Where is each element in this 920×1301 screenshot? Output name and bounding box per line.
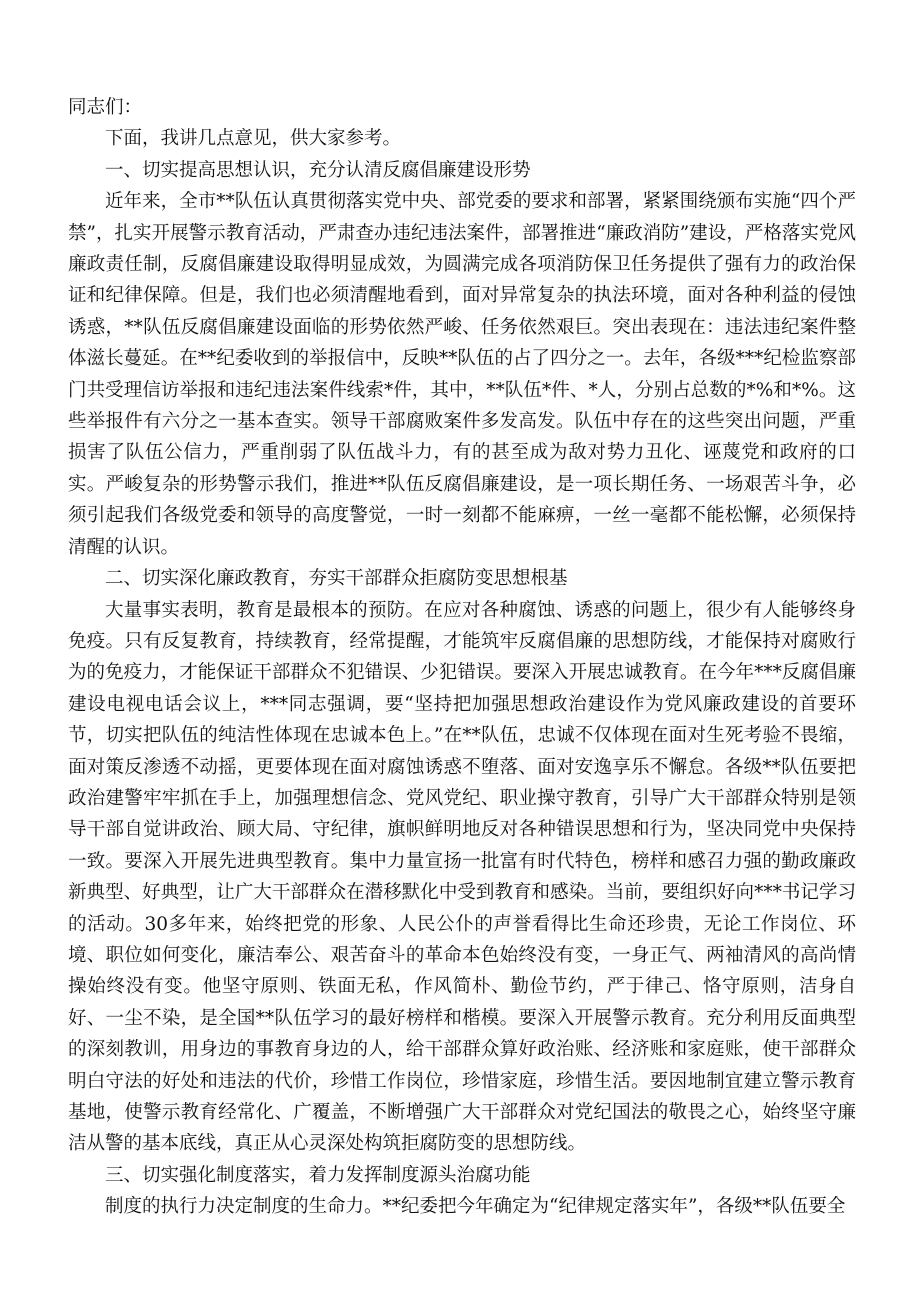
intro-paragraph: 下面，我讲几点意见，供大家参考。 [105,128,402,150]
section-1-paragraph-1: 近年来，全市**队伍认真贯彻落实党中央、部党委的要求和部署，紧紧围绕颁布实施“四个严禁”，扎实开展警示教育活动，严肃查办违纪违法案件，部署推进“廉政消防”建设，严格落实党风廉政责任制，反腐倡廉建设取得明显成效，为圆满完成各项消防保卫任务提供了强有力的政治保证和纪律保障。但是，我们也必须清醒地看到，面对异常复杂的执法环境，面对各种利益的侵蚀诱惑，**队伍反腐倡廉建设面临的形势依然严峻、任务依然艰巨。突出表现在：违法违纪案件整体滋长蔓延。在**纪委收到的举报信中，反映**队伍的占了四分之一。去年，各级***纪检监察部门共受理信访举报和违纪违法案件线索*件，其中，**队伍*件、*人，分别占总数的*%和*%。这些举报件有六分之一基本查实。领导干部腐败案件多发高发。队伍中存在的这些突出问题，严重损害了队伍公信力，严重削弱了队伍战斗力，有的甚至成为敌对势力丑化、诬蔑党和政府的口实。严峻复杂的形势警示我们，推进**队伍反腐倡廉建设，是一项长期任务、一场艰苦斗争，必须引起我们各级党委和领导的高度警觉，一时一刻都不能麻痹，一丝一毫都不能松懈，必须保持清醒的认识。 [68,191,856,558]
section-heading-3: 三、切实强化制度落实，着力发挥制度源头治腐功能 [105,1164,531,1186]
section-heading-2: 二、切实深化廉政教育，夯实干部群众拒腐防变思想根基 [105,568,568,590]
section-2-paragraph-1: 大量事实表明，教育是最根本的预防。在应对各种腐蚀、诱惑的问题上，很少有人能够终身免疫。只有反复教育，持续教育，经常提醒，才能筑牢反腐倡廉的思想防线，才能保持对腐败行为的免疫力，才能保证干部群众不犯错误、少犯错误。要深入开展忠诚教育。在今年***反腐倡廉建设电视电话会议上，***同志强调，要“坚持把加强思想政治建设作为党风廉政建设的首要环节，切实把队伍的纯洁性体现在忠诚本色上。”在**队伍，忠诚不仅体现在面对生死考验不畏缩，面对策反渗透不动摇，更要体现在面对腐蚀诱惑不堕落、面对安逸享乐不懈怠。各级**队伍要把政治建警牢牢抓在手上，加强理想信念、党风党纪、职业操守教育，引导广大干部群众特别是领导干部自觉讲政治、顾大局、守纪律，旗帜鲜明地反对各种错误思想和行为，坚决同党中央保持一致。要深入开展先进典型教育。集中力量宣扬一批富有时代特色，榜样和感召力强的勤政廉政新典型、好典型，让广大干部群众在潜移默化中受到教育和感染。当前，要组织好向***书记学习的活动。30多年来，始终把党的形象、人民公仆的声誉看得比生命还珍贵，无论工作岗位、环境、职位如何变化，廉洁奉公、艰苦奋斗的革命本色始终没有变，一身正气、两袖清风的高尚情操始终没有变。他坚守原则、铁面无私，作风简朴、勤俭节约，严于律己、恪守原则，洁身自好、一尘不染，是全国**队伍学习的最好榜样和楷模。要深入开展警示教育。充分利用反面典型的深刻教训，用身边的事教育身边的人，给干部群众算好政治账、经济账和家庭账，使干部群众明白守法的好处和违法的代价，珍惜工作岗位，珍惜家庭，珍惜生活。要因地制宜建立警示教育基地，使警示教育经常化、广覆盖，不断增强广大干部群众对党纪国法的敬畏之心，始终坚守廉洁从警的基本底线，真正从心灵深处构筑拒腐防变的思想防线。 [68,599,856,1155]
salutation: 同志们： [68,97,143,118]
document-page [68,92,856,1223]
section-3-paragraph-1: 制度的执行力决定制度的生命力。**纪委把今年确定为“纪律规定落实年”，各级**队伍要全 [105,1196,846,1218]
section-heading-1: 一、切实提高思想认识，充分认清反腐倡廉建设形势 [105,159,531,181]
